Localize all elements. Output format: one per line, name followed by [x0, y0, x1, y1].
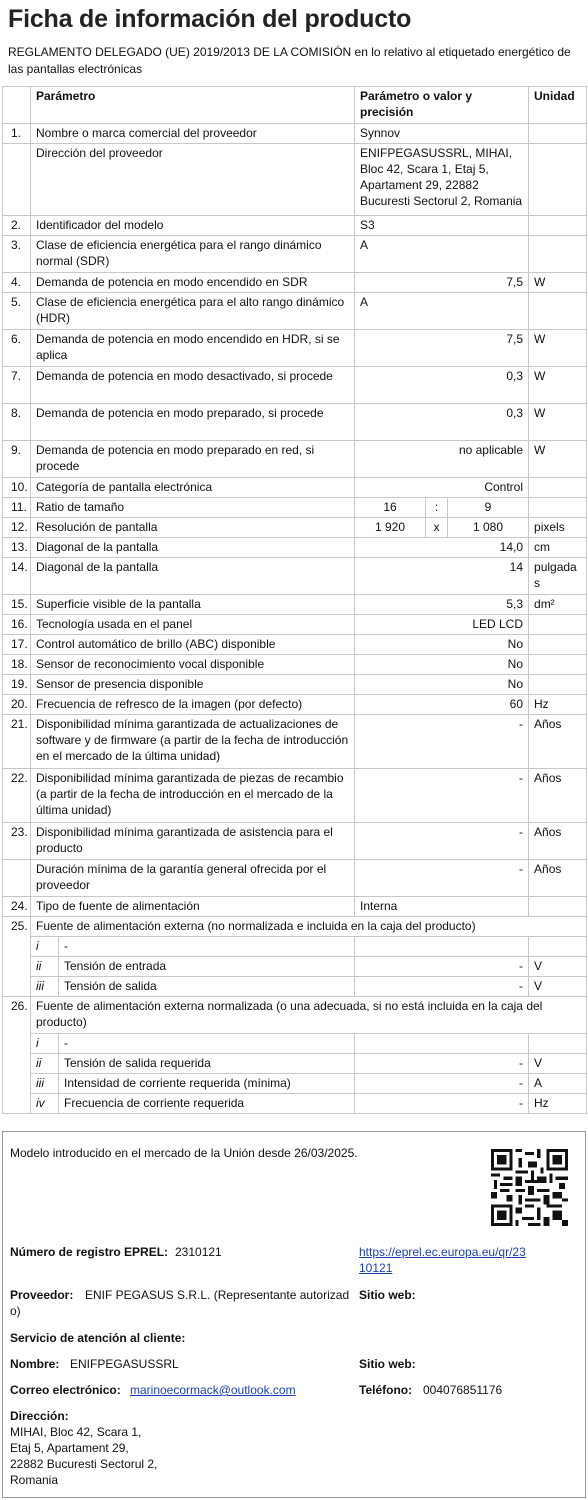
eprel-link-line-2[interactable]: 10121 — [359, 1261, 393, 1275]
row-num: 3. — [3, 236, 31, 273]
row-value: - — [355, 1094, 529, 1114]
phone-label: Teléfono: — [359, 1383, 413, 1397]
row-label: Diagonal de la pantalla — [31, 538, 355, 558]
provider-website-label: Sitio web: — [359, 1288, 416, 1302]
row-label: Tensión de salida — [59, 977, 355, 997]
row-unit: cm — [529, 538, 587, 558]
row-unit: W — [529, 441, 587, 478]
row-num: 8. — [3, 404, 31, 441]
row-value: - — [355, 715, 529, 769]
row-label: Tensión de salida requerida — [59, 1054, 355, 1074]
table-row — [3, 897, 587, 917]
table-row — [3, 1074, 587, 1094]
phone-value: 004076851176 — [423, 1383, 503, 1397]
row-label: Sensor de reconocimiento vocal disponible — [31, 655, 355, 675]
row-unit: dm² — [529, 595, 587, 615]
row-unit — [529, 124, 587, 144]
row-value: - — [355, 1054, 529, 1074]
row-num: 23. — [3, 823, 31, 860]
row-num: 19. — [3, 675, 31, 695]
row-value: 7,5 — [355, 330, 529, 367]
row-value-b: 1 080 — [448, 518, 529, 538]
eprel-value: 2310121 — [175, 1245, 222, 1259]
row-value: 5,3 — [355, 595, 529, 615]
row-value: - — [355, 977, 529, 997]
table-row — [3, 615, 587, 635]
row-label: Fuente de alimentación externa (no normalizada e incluida en la caja del producto) — [31, 917, 587, 937]
row-unit: Hz — [529, 1094, 587, 1114]
email-label: Correo electrónico: — [10, 1383, 121, 1397]
market-date-text: Modelo introducido en el mercado de la Unión desde 26/03/2025. — [10, 1146, 358, 1160]
row-num: 17. — [3, 635, 31, 655]
row-num: 7. — [3, 367, 31, 404]
row-unit: Hz — [529, 695, 587, 715]
table-row — [3, 404, 587, 441]
service-name-value: ENIFPEGASUSSRL — [70, 1357, 179, 1371]
table-row — [3, 558, 587, 595]
row-unit: pixels — [529, 518, 587, 538]
row-unit — [529, 655, 587, 675]
table-row — [3, 997, 587, 1034]
row-unit — [529, 144, 587, 216]
row-unit: V — [529, 977, 587, 997]
row-label: Disponibilidad mínima garantizada de piezas de recambio (a partir de la fecha de introducción en el mercado de la última unidad) — [31, 769, 355, 823]
row-sub: i — [31, 1034, 59, 1054]
row-value: - — [355, 957, 529, 977]
qr-code-icon[interactable] — [491, 1149, 568, 1226]
row-label: Diagonal de la pantalla — [31, 558, 355, 595]
row-label: Frecuencia de refresco de la imagen (por defecto) — [31, 695, 355, 715]
row-label: Demanda de potencia en modo encendido en SDR — [31, 273, 355, 293]
row-unit: W — [529, 330, 587, 367]
page-title: Ficha de información del producto — [8, 5, 412, 33]
table-row — [3, 695, 587, 715]
row-label: Ratio de tamaño — [31, 498, 355, 518]
row-label: Demanda de potencia en modo preparado, si procede — [31, 404, 355, 441]
email-link[interactable]: marinoecormack@outlook.com — [130, 1383, 296, 1397]
row-unit — [529, 478, 587, 498]
row-value: No — [355, 655, 529, 675]
row-label: Disponibilidad mínima garantizada de actualizaciones de software y de firmware (a partir de la fecha de introducción en el mercado de la última unidad) — [31, 715, 355, 769]
row-num: 13. — [3, 538, 31, 558]
row-sub: i — [31, 937, 59, 957]
row-num: 4. — [3, 273, 31, 293]
row-num: 26. — [3, 997, 31, 1114]
row-label: Categoría de pantalla electrónica — [31, 478, 355, 498]
row-label: Demanda de potencia en modo desactivado, si procede — [31, 367, 355, 404]
row-value-b: 9 — [448, 498, 529, 518]
service-name-label: Nombre: — [10, 1357, 60, 1371]
table-row — [3, 1034, 587, 1054]
row-num: 24. — [3, 897, 31, 917]
row-label: Clase de eficiencia energética para el rango dinámico normal (SDR) — [31, 236, 355, 273]
row-value: ENIFPEGASUSSRL, MIHAI, Bloc 42, Scara 1, Etaj 5, Apartament 29, 22882 Bucuresti Sectorul 2, Romania — [355, 144, 529, 216]
col-param-header: Parámetro — [31, 87, 355, 124]
row-num: 1. — [3, 124, 31, 144]
table-row — [3, 236, 587, 273]
row-label: Superficie visible de la pantalla — [31, 595, 355, 615]
row-value: Synnov — [355, 124, 529, 144]
row-value: - — [355, 769, 529, 823]
row-label: Tecnología usada en el panel — [31, 615, 355, 635]
row-unit: W — [529, 273, 587, 293]
row-unit — [529, 216, 587, 236]
row-label: - — [59, 937, 355, 957]
row-unit: pulgadas — [529, 558, 587, 595]
row-unit — [529, 635, 587, 655]
row-num: 14. — [3, 558, 31, 595]
row-label: Resolución de pantalla — [31, 518, 355, 538]
row-unit — [529, 675, 587, 695]
row-unit: Años — [529, 860, 587, 897]
table-row — [3, 518, 587, 538]
table-row — [3, 655, 587, 675]
row-unit — [529, 498, 587, 518]
row-num: 9. — [3, 441, 31, 478]
supplier-info-box — [2, 1131, 586, 1498]
row-label: Tensión de entrada — [59, 957, 355, 977]
col-unit-header: Unidad — [529, 87, 587, 124]
table-row — [3, 860, 587, 897]
row-label: Demanda de potencia en modo encendido en HDR, si se aplica — [31, 330, 355, 367]
row-value: No — [355, 635, 529, 655]
eprel-link-line-1[interactable]: https://eprel.ec.europa.eu/qr/23 — [359, 1245, 526, 1259]
table-row — [3, 675, 587, 695]
row-sub: iii — [31, 977, 59, 997]
row-num — [3, 144, 31, 216]
row-value: 60 — [355, 695, 529, 715]
row-num: 15. — [3, 595, 31, 615]
row-value: 14 — [355, 558, 529, 595]
row-value: 14,0 — [355, 538, 529, 558]
row-value: 0,3 — [355, 367, 529, 404]
row-unit: Años — [529, 769, 587, 823]
table-row — [3, 441, 587, 478]
customer-service-heading: Servicio de atención al cliente: — [10, 1331, 186, 1345]
row-value: A — [355, 236, 529, 273]
row-unit — [529, 236, 587, 273]
row-sub: ii — [31, 957, 59, 977]
table-header-row — [3, 87, 587, 124]
table-row — [3, 635, 587, 655]
row-num — [3, 860, 31, 897]
row-unit — [529, 1034, 587, 1054]
row-unit: V — [529, 957, 587, 977]
row-value: no aplicable — [355, 441, 529, 478]
table-row — [3, 1054, 587, 1074]
service-website-label: Sitio web: — [359, 1357, 416, 1371]
row-unit: A — [529, 1074, 587, 1094]
table-row — [3, 937, 587, 957]
row-value — [355, 1034, 529, 1054]
row-label: Intensidad de corriente requerida (mínima) — [59, 1074, 355, 1094]
row-value: S3 — [355, 216, 529, 236]
row-num: 12. — [3, 518, 31, 538]
table-row — [3, 595, 587, 615]
page-subtitle: REGLAMENTO DELEGADO (UE) 2019/2013 DE LA COMISIÓN en lo relativo al etiquetado energético de las pantallas electrónicas — [8, 45, 571, 76]
row-num: 22. — [3, 769, 31, 823]
row-unit — [529, 293, 587, 330]
row-unit — [529, 615, 587, 635]
table-row — [3, 977, 587, 997]
row-num: 10. — [3, 478, 31, 498]
row-sub: iv — [31, 1094, 59, 1114]
row-num: 11. — [3, 498, 31, 518]
table-row — [3, 273, 587, 293]
row-value: 0,3 — [355, 404, 529, 441]
row-label: Identificador del modelo — [31, 216, 355, 236]
address-label: Dirección: — [10, 1409, 69, 1423]
row-num: 20. — [3, 695, 31, 715]
row-value: A — [355, 293, 529, 330]
row-num: 21. — [3, 715, 31, 769]
row-label: Nombre o marca comercial del proveedor — [31, 124, 355, 144]
row-value: Interna — [355, 897, 529, 917]
row-unit: W — [529, 404, 587, 441]
table-row — [3, 498, 587, 518]
row-unit: Años — [529, 823, 587, 860]
row-label: Clase de eficiencia energética para el alto rango dinámico (HDR) — [31, 293, 355, 330]
row-value: - — [355, 1074, 529, 1094]
row-value-sep: : — [426, 498, 448, 518]
provider-value-cont: o) — [10, 1304, 21, 1318]
row-label: Demanda de potencia en modo preparado en red, si procede — [31, 441, 355, 478]
row-label: - — [59, 1034, 355, 1054]
row-label: Frecuencia de corriente requerida — [59, 1094, 355, 1114]
row-value: 7,5 — [355, 273, 529, 293]
row-num: 18. — [3, 655, 31, 675]
row-value: No — [355, 675, 529, 695]
col-num-header — [3, 87, 31, 124]
row-label: Fuente de alimentación externa normalizada (o una adecuada, si no está incluida en la caja del producto) — [31, 997, 587, 1034]
product-info-table — [2, 86, 587, 1114]
row-label: Dirección del proveedor — [31, 144, 355, 216]
row-unit: Años — [529, 715, 587, 769]
row-value-a: 16 — [355, 498, 426, 518]
row-label: Duración mínima de la garantía general ofrecida por el proveedor — [31, 860, 355, 897]
provider-label: Proveedor: — [10, 1288, 74, 1302]
table-row — [3, 957, 587, 977]
table-row — [3, 715, 587, 769]
row-num: 16. — [3, 615, 31, 635]
table-row — [3, 917, 587, 937]
row-value — [355, 937, 529, 957]
table-row — [3, 144, 587, 216]
address-line: 22882 Bucuresti Sectorul 2, — [10, 1457, 158, 1471]
row-value: Control — [355, 478, 529, 498]
table-row — [3, 293, 587, 330]
table-row — [3, 769, 587, 823]
row-unit: V — [529, 1054, 587, 1074]
row-label: Tipo de fuente de alimentación — [31, 897, 355, 917]
table-row — [3, 538, 587, 558]
row-value: - — [355, 860, 529, 897]
row-sub: iii — [31, 1074, 59, 1094]
row-sub: ii — [31, 1054, 59, 1074]
row-value-a: 1 920 — [355, 518, 426, 538]
row-label: Sensor de presencia disponible — [31, 675, 355, 695]
eprel-link[interactable] — [359, 1244, 579, 1276]
row-unit — [529, 897, 587, 917]
col-value-header: Parámetro o valor y precisión — [355, 87, 529, 124]
row-label: Disponibilidad mínima garantizada de asistencia para el producto — [31, 823, 355, 860]
row-label: Control automático de brillo (ABC) disponible — [31, 635, 355, 655]
address-line: MIHAI, Bloc 42, Scara 1, — [10, 1425, 142, 1439]
row-num: 5. — [3, 293, 31, 330]
row-unit: W — [529, 367, 587, 404]
table-row — [3, 367, 587, 404]
table-row — [3, 216, 587, 236]
table-row — [3, 823, 587, 860]
row-value-sep: x — [426, 518, 448, 538]
table-row — [3, 478, 587, 498]
row-value: LED LCD — [355, 615, 529, 635]
table-row — [3, 124, 587, 144]
row-num: 25. — [3, 917, 31, 997]
eprel-label: Número de registro EPREL: — [10, 1245, 169, 1259]
address-line: Etaj 5, Apartament 29, — [10, 1441, 129, 1455]
table-row — [3, 1094, 587, 1114]
table-row — [3, 330, 587, 367]
row-unit — [529, 937, 587, 957]
address-line: Romania — [10, 1473, 59, 1487]
provider-value: ENIF PEGASUS S.R.L. (Representante autorizad — [85, 1288, 350, 1302]
row-value: - — [355, 823, 529, 860]
row-num: 2. — [3, 216, 31, 236]
row-num: 6. — [3, 330, 31, 367]
